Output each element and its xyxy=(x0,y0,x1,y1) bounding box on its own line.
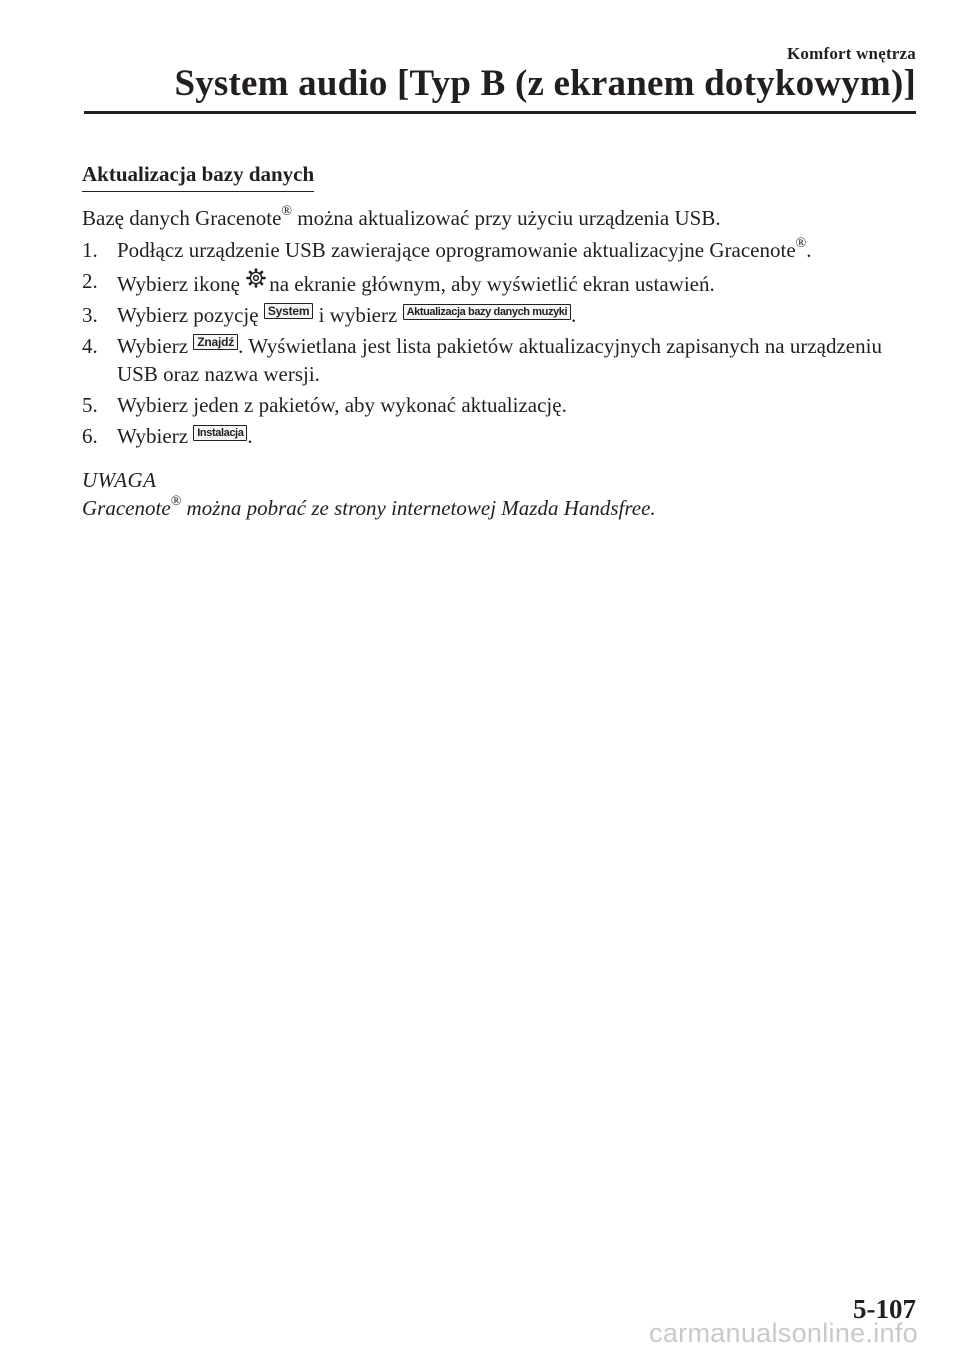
install-button[interactable]: Instalacja xyxy=(193,425,247,441)
step-number: 5. xyxy=(82,393,98,417)
list-item xyxy=(82,332,882,388)
note-text xyxy=(82,494,882,522)
step-number: 4. xyxy=(82,334,98,358)
step-number: 6. xyxy=(82,424,98,448)
list-item xyxy=(82,301,882,329)
step-text-end: . xyxy=(806,238,812,262)
step-number: 3. xyxy=(82,303,98,327)
find-button[interactable]: Znajdź xyxy=(193,334,238,350)
section-label: Komfort wnętrza xyxy=(786,44,916,63)
update-music-database-button[interactable]: Aktualizacja bazy danych muzyki xyxy=(403,304,572,320)
step-text-end: . xyxy=(571,303,577,327)
note-text-end: można pobrać ze strony internetowej Mazda Handsfree. xyxy=(181,496,656,520)
step-text-end: . Wyświetlana jest lista pakietów aktualizacyjnych zapisanych na urządzeniu USB oraz nazwa wersji. xyxy=(117,334,882,386)
page-number: 5-107 xyxy=(853,1294,916,1324)
step-number: 2. xyxy=(82,269,98,293)
section-subtitle: Aktualizacja bazy danych xyxy=(82,160,314,192)
note-title: UWAGA xyxy=(82,468,157,492)
list-item xyxy=(82,391,882,419)
step-text: Wybierz pozycję xyxy=(117,303,259,327)
registered-mark: ® xyxy=(795,236,807,251)
main-content xyxy=(82,160,882,522)
system-button[interactable]: System xyxy=(264,303,314,319)
step-text: Podłącz urządzenie USB zawierające oprogramowanie aktualizacyjne Gracenote xyxy=(117,238,796,262)
list-item xyxy=(82,267,882,298)
intro-paragraph xyxy=(82,204,882,232)
note-text-start: Gracenote xyxy=(82,496,171,520)
step-number: 1. xyxy=(82,238,98,262)
steps-list xyxy=(82,236,882,450)
registered-mark: ® xyxy=(170,494,182,509)
header-divider xyxy=(84,111,916,114)
step-text: Wybierz ikonę xyxy=(117,272,240,296)
intro-text: Bazę danych Gracenote xyxy=(82,206,282,230)
intro-text-end: można aktualizować przy użyciu urządzenia USB. xyxy=(292,206,721,230)
step-text-middle: i wybierz xyxy=(318,303,398,327)
list-item xyxy=(82,422,882,450)
step-text: Wybierz xyxy=(117,334,189,358)
page-title: System audio [Typ B (z ekranem dotykowym)] xyxy=(174,63,916,104)
step-text-end: na ekranie głównym, aby wyświetlić ekran ustawień. xyxy=(269,272,715,296)
registered-mark: ® xyxy=(281,204,293,219)
gear-icon xyxy=(245,267,267,289)
watermark: carmanualsonline.info xyxy=(649,1318,918,1348)
list-item xyxy=(82,236,882,264)
step-text: Wybierz jeden z pakietów, aby wykonać aktualizację. xyxy=(117,393,567,417)
step-text: Wybierz xyxy=(117,424,189,448)
step-text-end: . xyxy=(247,424,253,448)
